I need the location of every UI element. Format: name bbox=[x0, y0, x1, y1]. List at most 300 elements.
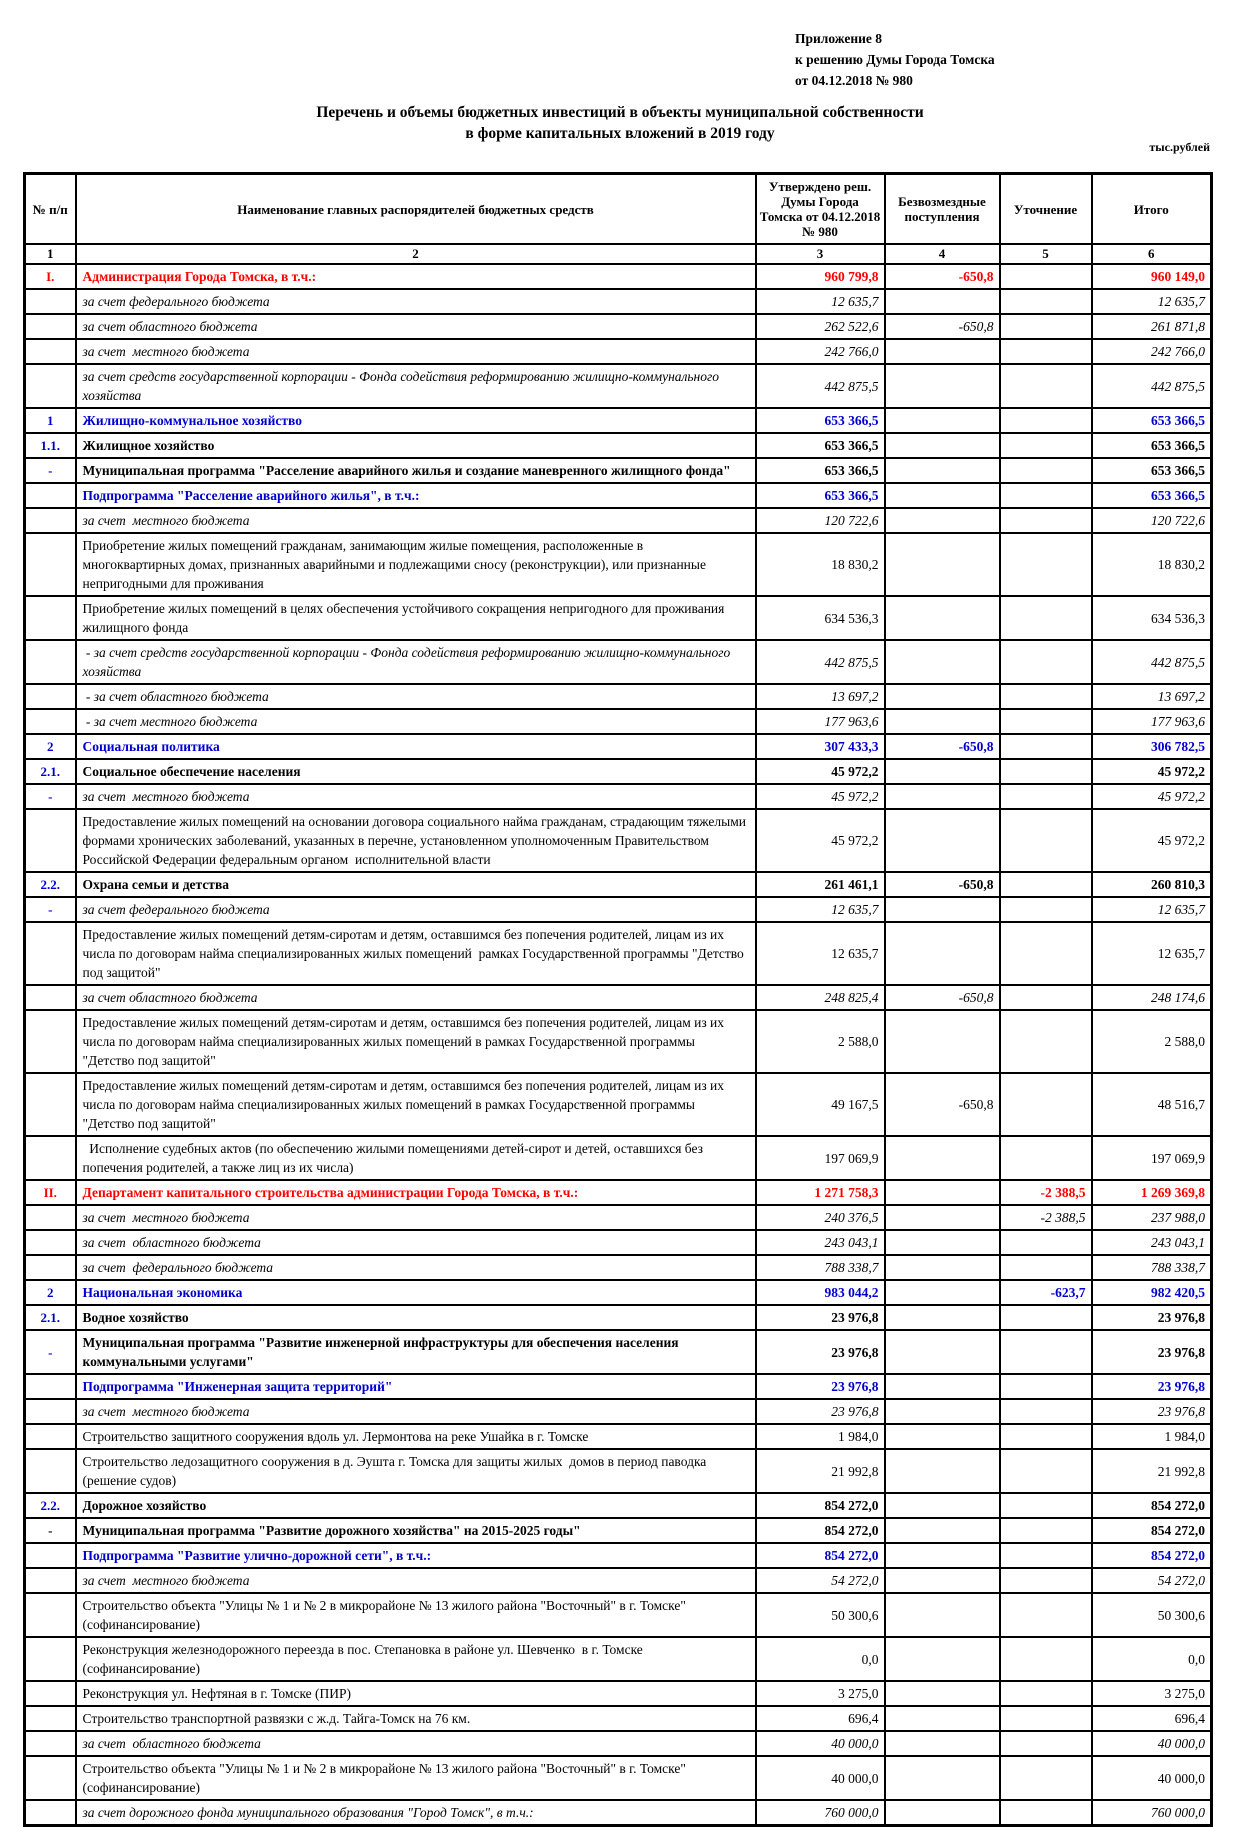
approved-value: 960 799,8 bbox=[756, 264, 885, 289]
total-value: 21 992,8 bbox=[1092, 1449, 1212, 1493]
adjustment-value: -623,7 bbox=[1000, 1280, 1092, 1305]
gratuitous-value bbox=[885, 759, 1000, 784]
adjustment-value bbox=[1000, 408, 1092, 433]
adjustment-value bbox=[1000, 759, 1092, 784]
gratuitous-value bbox=[885, 1280, 1000, 1305]
total-value: 242 766,0 bbox=[1092, 339, 1212, 364]
row-name: Подпрограмма "Развитие улично-дорожной сети", в т.ч.: bbox=[76, 1543, 756, 1568]
row-name: за счет федерального бюджета bbox=[76, 897, 756, 922]
table-row bbox=[25, 922, 1212, 985]
row-number bbox=[25, 1399, 76, 1424]
adjustment-value bbox=[1000, 1593, 1092, 1637]
table-row bbox=[25, 1230, 1212, 1255]
gratuitous-value bbox=[885, 709, 1000, 734]
adjustment-value bbox=[1000, 734, 1092, 759]
approved-value: 261 461,1 bbox=[756, 872, 885, 897]
table-row bbox=[25, 1255, 1212, 1280]
table-row bbox=[25, 289, 1212, 314]
total-value: 306 782,5 bbox=[1092, 734, 1212, 759]
row-number: II. bbox=[25, 1180, 76, 1205]
annex-line-1: Приложение 8 bbox=[795, 31, 883, 46]
gratuitous-value bbox=[885, 408, 1000, 433]
table-row bbox=[25, 433, 1212, 458]
approved-value: 13 697,2 bbox=[756, 684, 885, 709]
row-number bbox=[25, 1230, 76, 1255]
row-name: Социальное обеспечение населения bbox=[76, 759, 756, 784]
gratuitous-value bbox=[885, 809, 1000, 872]
gratuitous-value: -650,8 bbox=[885, 872, 1000, 897]
total-value: 2 588,0 bbox=[1092, 1010, 1212, 1073]
adjustment-value bbox=[1000, 1449, 1092, 1493]
row-number: 2.2. bbox=[25, 872, 76, 897]
adjustment-value bbox=[1000, 339, 1092, 364]
approved-value: 45 972,2 bbox=[756, 784, 885, 809]
total-value: 982 420,5 bbox=[1092, 1280, 1212, 1305]
approved-value: 45 972,2 bbox=[756, 759, 885, 784]
approved-value: 854 272,0 bbox=[756, 1493, 885, 1518]
adjustment-value bbox=[1000, 1518, 1092, 1543]
page-title-line-2: в форме капитальных вложений в 2019 году bbox=[465, 125, 775, 142]
adjustment-value bbox=[1000, 1706, 1092, 1731]
approved-value: 307 433,3 bbox=[756, 734, 885, 759]
gratuitous-value bbox=[885, 508, 1000, 533]
approved-value: 54 272,0 bbox=[756, 1568, 885, 1593]
table-row bbox=[25, 1493, 1212, 1518]
total-value: 40 000,0 bbox=[1092, 1756, 1212, 1800]
total-value: 260 810,3 bbox=[1092, 872, 1212, 897]
row-name: Муниципальная программа "Расселение аварийного жилья и создание маневренного жилищного фонда" bbox=[76, 458, 756, 483]
adjustment-value bbox=[1000, 809, 1092, 872]
row-number bbox=[25, 1424, 76, 1449]
row-name: Строительство ледозащитного сооружения в д. Эушта г. Томска для защиты жилых домов в период паводка (решение судов) bbox=[76, 1449, 756, 1493]
row-name: за счет средств государственной корпорации - Фонда содействия реформированию жилищно-коммунального хозяйства bbox=[76, 364, 756, 408]
adjustment-value bbox=[1000, 1136, 1092, 1180]
table-row bbox=[25, 1180, 1212, 1205]
gratuitous-value bbox=[885, 364, 1000, 408]
row-name: за счет местного бюджета bbox=[76, 1205, 756, 1230]
table-row bbox=[25, 1637, 1212, 1681]
total-value: 18 830,2 bbox=[1092, 533, 1212, 596]
header-approved: Утверждено реш. Думы Города Томска от 04.12.2018 № 980 bbox=[756, 174, 885, 245]
table-row bbox=[25, 364, 1212, 408]
row-name: за счет местного бюджета bbox=[76, 339, 756, 364]
row-number bbox=[25, 1568, 76, 1593]
table-row bbox=[25, 533, 1212, 596]
table-row bbox=[25, 1731, 1212, 1756]
annex-line-3: от 04.12.2018 № 980 bbox=[795, 73, 913, 88]
budget-table-wrap bbox=[23, 172, 1210, 1827]
approved-value: 442 875,5 bbox=[756, 640, 885, 684]
row-number bbox=[25, 289, 76, 314]
row-name: Реконструкция железнодорожного переезда в пос. Степановка в районе ул. Шевченко в г. Томске (софинансирование) bbox=[76, 1637, 756, 1681]
row-number bbox=[25, 709, 76, 734]
gratuitous-value bbox=[885, 922, 1000, 985]
gratuitous-value bbox=[885, 1731, 1000, 1756]
row-name: за счет местного бюджета bbox=[76, 1399, 756, 1424]
column-number-2: 2 bbox=[76, 244, 756, 264]
gratuitous-value: -650,8 bbox=[885, 264, 1000, 289]
approved-value: 12 635,7 bbox=[756, 922, 885, 985]
gratuitous-value bbox=[885, 1681, 1000, 1706]
table-row bbox=[25, 1568, 1212, 1593]
gratuitous-value bbox=[885, 897, 1000, 922]
row-name: за счет федерального бюджета bbox=[76, 289, 756, 314]
adjustment-value bbox=[1000, 1543, 1092, 1568]
adjustment-value bbox=[1000, 1731, 1092, 1756]
row-number: 2.2. bbox=[25, 1493, 76, 1518]
approved-value: 854 272,0 bbox=[756, 1518, 885, 1543]
adjustment-value bbox=[1000, 872, 1092, 897]
approved-value: 248 825,4 bbox=[756, 985, 885, 1010]
total-value: 960 149,0 bbox=[1092, 264, 1212, 289]
table-row bbox=[25, 408, 1212, 433]
adjustment-value bbox=[1000, 922, 1092, 985]
adjustment-value: -2 388,5 bbox=[1000, 1205, 1092, 1230]
row-number bbox=[25, 533, 76, 596]
row-name: Строительство транспортной развязки с ж.д. Тайга-Томск на 76 км. bbox=[76, 1706, 756, 1731]
row-name: Строительство объекта "Улицы № 1 и № 2 в микрорайоне № 13 жилого района "Восточный" в г. Томске" (софинансирование) bbox=[76, 1593, 756, 1637]
row-number bbox=[25, 1449, 76, 1493]
adjustment-value bbox=[1000, 1399, 1092, 1424]
row-name: Администрация Города Томска, в т.ч.: bbox=[76, 264, 756, 289]
adjustment-value bbox=[1000, 684, 1092, 709]
total-value: 12 635,7 bbox=[1092, 922, 1212, 985]
table-row bbox=[25, 872, 1212, 897]
total-value: 120 722,6 bbox=[1092, 508, 1212, 533]
row-name: Водное хозяйство bbox=[76, 1305, 756, 1330]
row-number bbox=[25, 640, 76, 684]
table-row bbox=[25, 1706, 1212, 1731]
total-value: 1 984,0 bbox=[1092, 1424, 1212, 1449]
column-number-1: 1 bbox=[25, 244, 76, 264]
table-row bbox=[25, 314, 1212, 339]
adjustment-value bbox=[1000, 1681, 1092, 1706]
adjustment-value bbox=[1000, 1800, 1092, 1826]
row-number bbox=[25, 483, 76, 508]
gratuitous-value bbox=[885, 640, 1000, 684]
adjustment-value bbox=[1000, 1637, 1092, 1681]
approved-value: 12 635,7 bbox=[756, 897, 885, 922]
total-value: 634 536,3 bbox=[1092, 596, 1212, 640]
row-name: - за счет областного бюджета bbox=[76, 684, 756, 709]
row-number bbox=[25, 1637, 76, 1681]
adjustment-value bbox=[1000, 264, 1092, 289]
header-total: Итого bbox=[1092, 174, 1212, 245]
total-value: 788 338,7 bbox=[1092, 1255, 1212, 1280]
table-row bbox=[25, 1449, 1212, 1493]
table-row bbox=[25, 1010, 1212, 1073]
adjustment-value bbox=[1000, 1305, 1092, 1330]
gratuitous-value bbox=[885, 1493, 1000, 1518]
total-value: 45 972,2 bbox=[1092, 759, 1212, 784]
total-value: 854 272,0 bbox=[1092, 1543, 1212, 1568]
total-value: 23 976,8 bbox=[1092, 1399, 1212, 1424]
row-number bbox=[25, 1255, 76, 1280]
gratuitous-value bbox=[885, 1424, 1000, 1449]
table-header bbox=[25, 174, 1212, 265]
table-row bbox=[25, 985, 1212, 1010]
adjustment-value bbox=[1000, 533, 1092, 596]
header-gratuitous: Безвозмездные поступления bbox=[885, 174, 1000, 245]
approved-value: 12 635,7 bbox=[756, 289, 885, 314]
row-number bbox=[25, 1136, 76, 1180]
gratuitous-value bbox=[885, 1756, 1000, 1800]
row-number: - bbox=[25, 1518, 76, 1543]
row-name: Подпрограмма "Инженерная защита территорий" bbox=[76, 1374, 756, 1399]
row-number: 2 bbox=[25, 734, 76, 759]
approved-value: 760 000,0 bbox=[756, 1800, 885, 1826]
adjustment-value bbox=[1000, 1010, 1092, 1073]
table-row bbox=[25, 1330, 1212, 1374]
row-number bbox=[25, 1205, 76, 1230]
gratuitous-value bbox=[885, 1543, 1000, 1568]
adjustment-value bbox=[1000, 364, 1092, 408]
row-name: Жилищно-коммунальное хозяйство bbox=[76, 408, 756, 433]
adjustment-value bbox=[1000, 458, 1092, 483]
header-num: № п/п bbox=[25, 174, 76, 245]
adjustment-value bbox=[1000, 1568, 1092, 1593]
adjustment-value bbox=[1000, 1073, 1092, 1136]
approved-value: 262 522,6 bbox=[756, 314, 885, 339]
row-number bbox=[25, 314, 76, 339]
approved-value: 442 875,5 bbox=[756, 364, 885, 408]
gratuitous-value bbox=[885, 596, 1000, 640]
row-number: 2.1. bbox=[25, 1305, 76, 1330]
approved-value: 634 536,3 bbox=[756, 596, 885, 640]
approved-value: 49 167,5 bbox=[756, 1073, 885, 1136]
row-name: за счет дорожного фонда муниципального образования "Город Томск", в т.ч.: bbox=[76, 1800, 756, 1826]
approved-value: 653 366,5 bbox=[756, 433, 885, 458]
adjustment-value bbox=[1000, 1255, 1092, 1280]
row-number: 2.1. bbox=[25, 759, 76, 784]
column-number-4: 4 bbox=[885, 244, 1000, 264]
approved-value: 120 722,6 bbox=[756, 508, 885, 533]
gratuitous-value bbox=[885, 684, 1000, 709]
row-name: Предоставление жилых помещений детям-сиротам и детям, оставшимся без попечения родителей, лицам из их числа по договорам найма специализированных жилых помещений рамках Государственной программы "Детство под защитой" bbox=[76, 922, 756, 985]
row-number: - bbox=[25, 1330, 76, 1374]
adjustment-value bbox=[1000, 1230, 1092, 1255]
row-number: I. bbox=[25, 264, 76, 289]
gratuitous-value bbox=[885, 483, 1000, 508]
row-name: Муниципальная программа "Развитие инженерной инфраструктуры для обеспечения населения коммунальными услугами" bbox=[76, 1330, 756, 1374]
approved-value: 240 376,5 bbox=[756, 1205, 885, 1230]
gratuitous-value: -650,8 bbox=[885, 1073, 1000, 1136]
gratuitous-value: -650,8 bbox=[885, 734, 1000, 759]
row-name: Приобретение жилых помещений в целях обеспечения устойчивого сокращения непригодного для проживания жилищного фонда bbox=[76, 596, 756, 640]
total-value: 261 871,8 bbox=[1092, 314, 1212, 339]
total-value: 3 275,0 bbox=[1092, 1681, 1212, 1706]
total-value: 854 272,0 bbox=[1092, 1518, 1212, 1543]
approved-value: 45 972,2 bbox=[756, 809, 885, 872]
table-row bbox=[25, 1305, 1212, 1330]
adjustment-value bbox=[1000, 1493, 1092, 1518]
row-number bbox=[25, 596, 76, 640]
adjustment-value bbox=[1000, 314, 1092, 339]
row-number: - bbox=[25, 897, 76, 922]
annex-line-2: к решению Думы Города Томска bbox=[795, 52, 995, 67]
table-body bbox=[25, 264, 1212, 1826]
row-name: за счет федерального бюджета bbox=[76, 1255, 756, 1280]
approved-value: 2 588,0 bbox=[756, 1010, 885, 1073]
column-number-6: 6 bbox=[1092, 244, 1212, 264]
row-name: Подпрограмма "Расселение аварийного жилья", в т.ч.: bbox=[76, 483, 756, 508]
adjustment-value bbox=[1000, 1756, 1092, 1800]
row-name: за счет областного бюджета bbox=[76, 985, 756, 1010]
approved-value: 242 766,0 bbox=[756, 339, 885, 364]
table-row bbox=[25, 483, 1212, 508]
row-name: Жилищное хозяйство bbox=[76, 433, 756, 458]
row-number bbox=[25, 1593, 76, 1637]
adjustment-value bbox=[1000, 1330, 1092, 1374]
table-row bbox=[25, 1518, 1212, 1543]
adjustment-value bbox=[1000, 508, 1092, 533]
gratuitous-value bbox=[885, 1230, 1000, 1255]
gratuitous-value bbox=[885, 1706, 1000, 1731]
table-row bbox=[25, 684, 1212, 709]
total-value: 696,4 bbox=[1092, 1706, 1212, 1731]
row-name: Охрана семьи и детства bbox=[76, 872, 756, 897]
row-number bbox=[25, 684, 76, 709]
gratuitous-value bbox=[885, 1305, 1000, 1330]
adjustment-value bbox=[1000, 784, 1092, 809]
approved-value: 1 271 758,3 bbox=[756, 1180, 885, 1205]
gratuitous-value bbox=[885, 458, 1000, 483]
table-row bbox=[25, 339, 1212, 364]
approved-value: 653 366,5 bbox=[756, 408, 885, 433]
total-value: 653 366,5 bbox=[1092, 458, 1212, 483]
header-row bbox=[25, 174, 1212, 245]
table-row bbox=[25, 1800, 1212, 1826]
row-name: Муниципальная программа "Развитие дорожного хозяйства" на 2015-2025 годы" bbox=[76, 1518, 756, 1543]
total-value: 23 976,8 bbox=[1092, 1305, 1212, 1330]
table-row bbox=[25, 1681, 1212, 1706]
adjustment-value bbox=[1000, 640, 1092, 684]
row-number: 1 bbox=[25, 408, 76, 433]
page-title bbox=[0, 102, 1240, 144]
total-value: 48 516,7 bbox=[1092, 1073, 1212, 1136]
approved-value: 696,4 bbox=[756, 1706, 885, 1731]
total-value: 237 988,0 bbox=[1092, 1205, 1212, 1230]
total-value: 248 174,6 bbox=[1092, 985, 1212, 1010]
page-title-line-1: Перечень и объемы бюджетных инвестиций в объекты муниципальной собственности bbox=[316, 104, 924, 121]
gratuitous-value bbox=[885, 289, 1000, 314]
row-name: за счет областного бюджета bbox=[76, 1230, 756, 1255]
adjustment-value bbox=[1000, 709, 1092, 734]
row-name: Предоставление жилых помещений на основании договора социального найма гражданам, страдающим тяжелыми формами хронических заболеваний, указанных в перечне, установленном уполномоченным Правительством Российской Федерации федеральным органом исполнительной власти bbox=[76, 809, 756, 872]
row-name: Строительство объекта "Улицы № 1 и № 2 в микрорайоне № 13 жилого района "Восточный" в г. Томске" (софинансирование) bbox=[76, 1756, 756, 1800]
approved-value: 21 992,8 bbox=[756, 1449, 885, 1493]
units-label: тыс.рублей bbox=[1149, 140, 1210, 154]
adjustment-value bbox=[1000, 985, 1092, 1010]
approved-value: 40 000,0 bbox=[756, 1731, 885, 1756]
gratuitous-value bbox=[885, 1399, 1000, 1424]
total-value: 40 000,0 bbox=[1092, 1731, 1212, 1756]
table-row bbox=[25, 1374, 1212, 1399]
approved-value: 788 338,7 bbox=[756, 1255, 885, 1280]
adjustment-value bbox=[1000, 289, 1092, 314]
column-number-3: 3 bbox=[756, 244, 885, 264]
row-name: за счет местного бюджета bbox=[76, 1568, 756, 1593]
total-value: 653 366,5 bbox=[1092, 483, 1212, 508]
column-numbers-row bbox=[25, 244, 1212, 264]
gratuitous-value bbox=[885, 339, 1000, 364]
row-number bbox=[25, 1374, 76, 1399]
header-adjustment: Уточнение bbox=[1000, 174, 1092, 245]
row-name: за счет местного бюджета bbox=[76, 784, 756, 809]
total-value: 45 972,2 bbox=[1092, 809, 1212, 872]
approved-value: 243 043,1 bbox=[756, 1230, 885, 1255]
row-number bbox=[25, 1010, 76, 1073]
row-name: за счет областного бюджета bbox=[76, 1731, 756, 1756]
gratuitous-value bbox=[885, 1800, 1000, 1826]
gratuitous-value bbox=[885, 784, 1000, 809]
total-value: 13 697,2 bbox=[1092, 684, 1212, 709]
row-number bbox=[25, 1731, 76, 1756]
table-row bbox=[25, 809, 1212, 872]
table-row bbox=[25, 734, 1212, 759]
gratuitous-value bbox=[885, 1255, 1000, 1280]
table-row bbox=[25, 458, 1212, 483]
total-value: 50 300,6 bbox=[1092, 1593, 1212, 1637]
total-value: 54 272,0 bbox=[1092, 1568, 1212, 1593]
gratuitous-value bbox=[885, 1449, 1000, 1493]
total-value: 12 635,7 bbox=[1092, 897, 1212, 922]
approved-value: 1 984,0 bbox=[756, 1424, 885, 1449]
gratuitous-value bbox=[885, 1330, 1000, 1374]
total-value: 854 272,0 bbox=[1092, 1493, 1212, 1518]
approved-value: 653 366,5 bbox=[756, 458, 885, 483]
header-name: Наименование главных распорядителей бюджетных средств bbox=[76, 174, 756, 245]
adjustment-value: -2 388,5 bbox=[1000, 1180, 1092, 1205]
adjustment-value bbox=[1000, 483, 1092, 508]
table-row bbox=[25, 1593, 1212, 1637]
row-number bbox=[25, 1543, 76, 1568]
table-row bbox=[25, 709, 1212, 734]
approved-value: 197 069,9 bbox=[756, 1136, 885, 1180]
row-number bbox=[25, 364, 76, 408]
gratuitous-value bbox=[885, 1136, 1000, 1180]
row-name: Реконструкция ул. Нефтяная в г. Томске (ПИР) bbox=[76, 1681, 756, 1706]
row-number: - bbox=[25, 784, 76, 809]
total-value: 653 366,5 bbox=[1092, 408, 1212, 433]
table-row bbox=[25, 784, 1212, 809]
gratuitous-value bbox=[885, 1637, 1000, 1681]
total-value: 23 976,8 bbox=[1092, 1374, 1212, 1399]
row-number bbox=[25, 1756, 76, 1800]
approved-value: 23 976,8 bbox=[756, 1399, 885, 1424]
approved-value: 0,0 bbox=[756, 1637, 885, 1681]
table-row bbox=[25, 1280, 1212, 1305]
row-name: Предоставление жилых помещений детям-сиротам и детям, оставшимся без попечения родителей, лицам из их числа по договорам найма специализированных жилых помещений в рамках Государственной программы "Детство под защитой" bbox=[76, 1073, 756, 1136]
approved-value: 3 275,0 bbox=[756, 1681, 885, 1706]
total-value: 0,0 bbox=[1092, 1637, 1212, 1681]
row-name: за счет местного бюджета bbox=[76, 508, 756, 533]
row-number: 1.1. bbox=[25, 433, 76, 458]
row-name: - за счет местного бюджета bbox=[76, 709, 756, 734]
approved-value: 50 300,6 bbox=[756, 1593, 885, 1637]
approved-value: 854 272,0 bbox=[756, 1543, 885, 1568]
row-number bbox=[25, 1706, 76, 1731]
annex-reference bbox=[795, 28, 995, 91]
row-number: - bbox=[25, 458, 76, 483]
adjustment-value bbox=[1000, 596, 1092, 640]
gratuitous-value: -650,8 bbox=[885, 314, 1000, 339]
column-number-5: 5 bbox=[1000, 244, 1092, 264]
approved-value: 23 976,8 bbox=[756, 1305, 885, 1330]
row-name: Исполнение судебных актов (по обеспечению жилыми помещениями детей-сирот и детей, оставшихся без попечения родителей, а также лиц из их числа) bbox=[76, 1136, 756, 1180]
total-value: 177 963,6 bbox=[1092, 709, 1212, 734]
row-number: 2 bbox=[25, 1280, 76, 1305]
